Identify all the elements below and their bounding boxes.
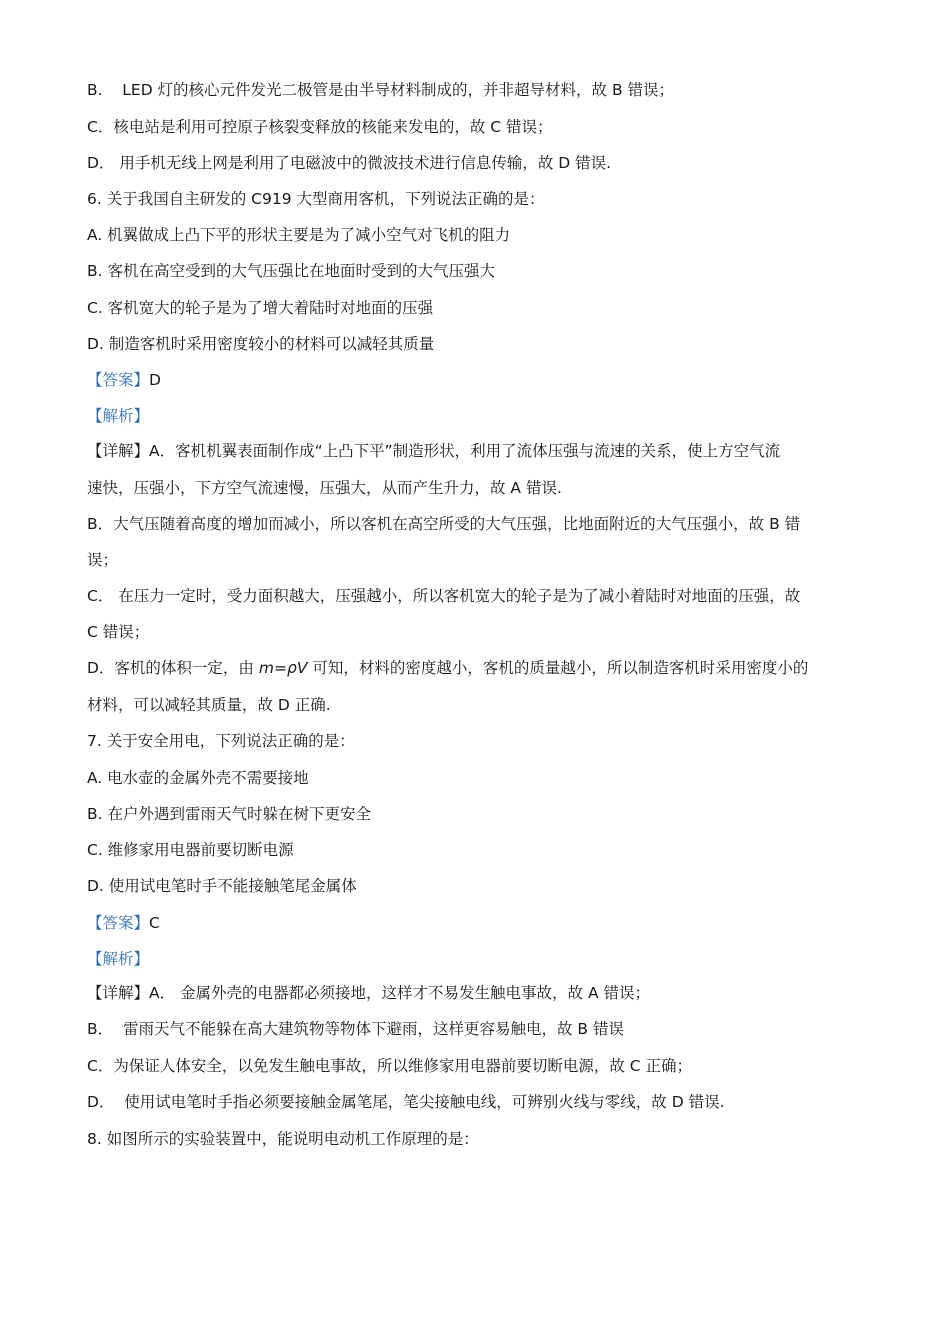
question-7-option-d: D. 使用试电笔时手不能接触笔尾金属体: [87, 877, 357, 895]
question-6-analysis-heading: [87, 405, 880, 427]
detail-d-text-post: 可知，材料的密度越小，客机的质量越小，所以制造客机时采用密度小的: [307, 659, 809, 677]
analysis-label: 【解析】: [87, 407, 150, 425]
question-7-option-a: A. 电水壶的金属外壳不需要接地: [87, 769, 309, 787]
detail-label: 【详解】: [87, 442, 150, 460]
question-6-detail-c-line1: C． 在压力一定时，受力面积越大，压强越小，所以客机宽大的轮子是为了减小着陆时对地面的压强，故: [87, 587, 801, 605]
detail-d-text-pre: D．客机的体积一定，由: [87, 659, 259, 677]
question-7-option-b: B. 在户外遇到雷雨天气时躲在树下更安全: [87, 805, 371, 823]
question-7-detail-c: C．为保证人体安全，以免发生触电事故，所以维修家用电器前要切断电源，故 C 正确；: [87, 1057, 693, 1075]
detail-label: 【详解】: [87, 984, 150, 1002]
question-7-detail-d: D． 使用试电笔时手指必须要接触金属笔尾，笔尖接触电线，可辨别火线与零线，故 D 错误.: [87, 1093, 725, 1111]
formula-mass: m: [258, 659, 274, 677]
formula-density: ρ: [286, 659, 297, 677]
answer-label: 【答案】: [87, 914, 150, 932]
question-6-detail-a-line1: [87, 440, 880, 462]
answer-value: D: [149, 371, 161, 389]
question-6-stem: 6. 关于我国自主研发的 C919 大型商用客机，下列说法正确的是：: [87, 190, 545, 208]
question-6-detail-c-line2: C 错误；: [87, 623, 150, 641]
question-6-option-d: D. 制造客机时采用密度较小的材料可以减轻其质量: [87, 335, 435, 353]
detail-a-text: A． 金属外壳的电器都必须接地，这样才不易发生触电事故，故 A 错误；: [149, 984, 651, 1002]
question-6-option-a: A. 机翼做成上凸下平的形状主要是为了减小空气对飞机的阻力: [87, 226, 511, 244]
prev-option-c-explanation: C．核电站是利用可控原子核裂变释放的核能来发电的，故 C 错误；: [87, 118, 553, 136]
question-6-detail-d-line2: 材料，可以减轻其质量，故 D 正确.: [87, 696, 331, 714]
formula-equals: =: [273, 659, 287, 677]
question-7-detail-a: [87, 982, 880, 1004]
question-6-detail-a-line2: 速快，压强小，下方空气流速慢，压强大，从而产生升力，故 A 错误.: [87, 479, 562, 497]
analysis-label: 【解析】: [87, 950, 150, 968]
question-6-option-b: B. 客机在高空受到的大气压强比在地面时受到的大气压强大: [87, 262, 495, 280]
question-6-answer: [87, 369, 880, 391]
question-6-option-c: C. 客机宽大的轮子是为了增大着陆时对地面的压强: [87, 299, 434, 317]
question-8-stem: 8. 如图所示的实验装置中，能说明电动机工作原理的是：: [87, 1130, 479, 1148]
question-7-stem: 7. 关于安全用电，下列说法正确的是：: [87, 732, 355, 750]
question-7-option-c: C. 维修家用电器前要切断电源: [87, 841, 294, 859]
prev-option-d-explanation: D． 用手机无线上网是利用了电磁波中的微波技术进行信息传输，故 D 错误.: [87, 154, 612, 172]
question-6-detail-d-line1: [87, 657, 880, 679]
question-7-detail-b: B． 雷雨天气不能躲在高大建筑物等物体下避雨，这样更容易触电，故 B 错误: [87, 1020, 624, 1038]
answer-label: 【答案】: [87, 371, 150, 389]
question-6-detail-b-line2: 误；: [87, 551, 119, 569]
question-7-analysis-heading: [87, 948, 880, 970]
question-6-detail-b-line1: B．大气压随着高度的增加而减小，所以客机在高空所受的大气压强，比地面附近的大气压强小，故 B 错: [87, 515, 801, 533]
answer-value: C: [149, 914, 160, 932]
formula-volume: V: [296, 659, 308, 677]
prev-option-b-explanation: B. LED 灯的核心元件发光二极管是由半导材料制成的，并非超导材料，故 B 错误；: [87, 81, 675, 99]
question-7-answer: [87, 912, 880, 934]
detail-a-text: A．客机机翼表面制作成“上凸下平”制造形状，利用了流体压强与流速的关系，使上方空气流: [149, 442, 781, 460]
